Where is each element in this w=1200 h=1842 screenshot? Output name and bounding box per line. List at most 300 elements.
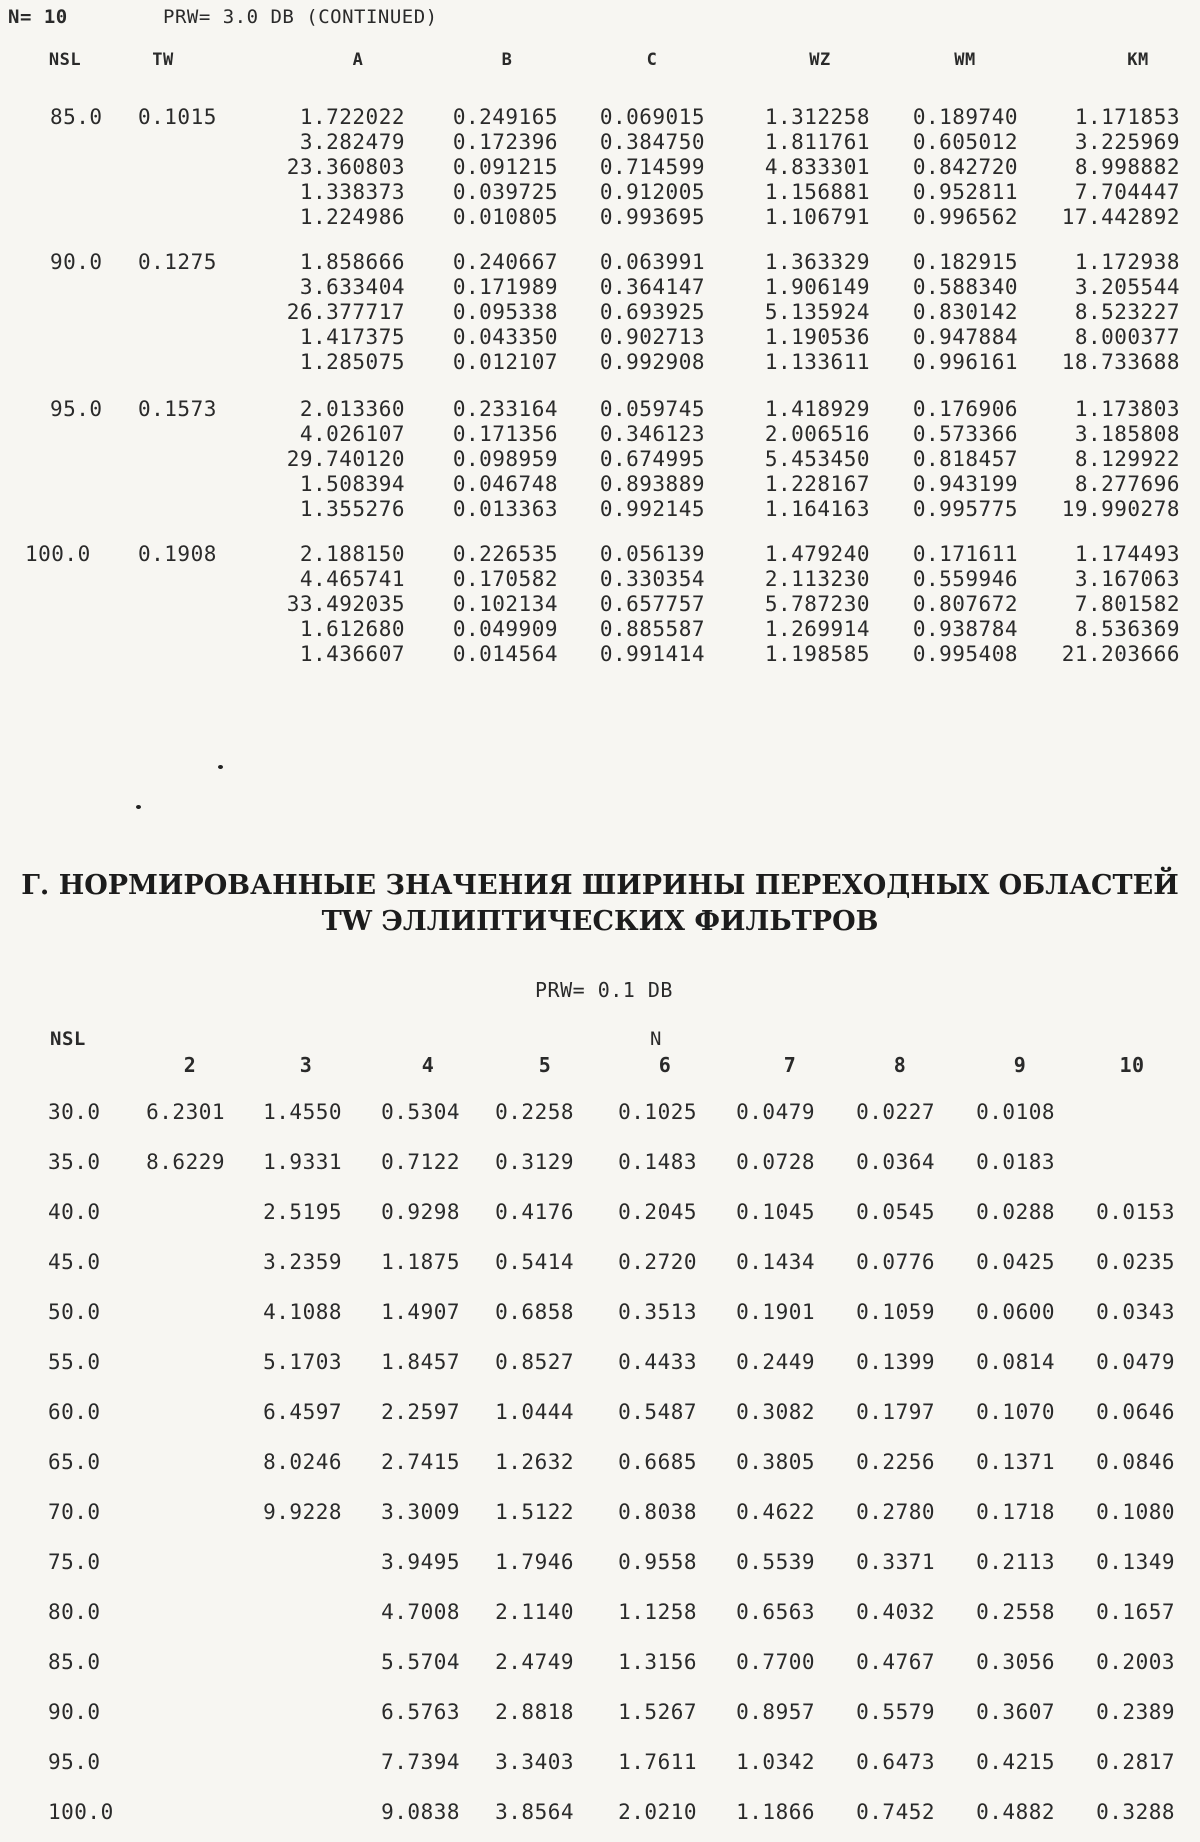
- table1-cell: 0.993695: [599, 205, 705, 229]
- table2-cell: 0.1483: [618, 1150, 697, 1174]
- table1-column-km: [1030, 542, 1180, 667]
- table1-cell: 0.010805: [452, 205, 558, 229]
- table1-column-a: [255, 542, 405, 667]
- table2-cell: 0.3082: [736, 1400, 815, 1424]
- table1-block: [0, 250, 1200, 380]
- col-header-b: B: [501, 50, 513, 70]
- table1-cell: 0.091215: [452, 155, 558, 179]
- table2-cell: 0.2258: [495, 1100, 574, 1124]
- table1-cell: 8.000377: [1074, 325, 1180, 349]
- table1-cell: 0.384750: [599, 130, 705, 154]
- table1-column-b: [408, 542, 558, 667]
- table2-cell: 0.4433: [618, 1350, 697, 1374]
- table1-cell: 1.190536: [764, 325, 870, 349]
- table2-cell: 1.1258: [618, 1600, 697, 1624]
- table1-cell: 2.113230: [764, 567, 870, 591]
- table1-cell: 0.046748: [452, 472, 558, 496]
- table1-cell: 1.173803: [1074, 397, 1180, 421]
- table2-cell: 0.1901: [736, 1300, 815, 1324]
- table1-cell: 3.205544: [1074, 275, 1180, 299]
- table2-prw-label: PRW= 0.1 DB: [535, 978, 673, 1002]
- table1-column-a: [255, 250, 405, 375]
- table2-cell: 0.2558: [976, 1600, 1055, 1624]
- table2-cell: 0.2113: [976, 1550, 1055, 1574]
- table1-cell: 0.995775: [912, 497, 1018, 521]
- table1-cell: 17.442892: [1061, 205, 1180, 229]
- table1-cell: 0.943199: [912, 472, 1018, 496]
- table2-cell: 0.0479: [736, 1100, 815, 1124]
- table1-column-wm: [868, 397, 1018, 522]
- table1-cell: 21.203666: [1061, 642, 1180, 666]
- table1-cell: 23.360803: [286, 155, 405, 179]
- table2-cell: 0.0235: [1096, 1250, 1175, 1274]
- table2-nsl-value: 100.0: [48, 1800, 114, 1824]
- table2-row: [0, 1150, 1200, 1190]
- table2-cell: 0.3288: [1096, 1800, 1175, 1824]
- table2-cell: 0.0728: [736, 1150, 815, 1174]
- table1-cell: 1.171853: [1074, 105, 1180, 129]
- table2-row: [0, 1550, 1200, 1590]
- table2-cell: 0.6473: [856, 1750, 935, 1774]
- table1-cell: 1.363329: [764, 250, 870, 274]
- table1-nsl-value: 90.0: [50, 250, 103, 274]
- table2-cell: 0.4176: [495, 1200, 574, 1224]
- table2-cell: 0.3371: [856, 1550, 935, 1574]
- table1-cell: 0.893889: [599, 472, 705, 496]
- table1-cell: 0.189740: [912, 105, 1018, 129]
- table1-cell: 0.573366: [912, 422, 1018, 446]
- table2-cell: 0.8038: [618, 1500, 697, 1524]
- table2-cell: 0.5579: [856, 1700, 935, 1724]
- table1-cell: 1.228167: [764, 472, 870, 496]
- table1-cell: 19.990278: [1061, 497, 1180, 521]
- table2-cell: 5.1703: [263, 1350, 342, 1374]
- table2-cell: 0.4215: [976, 1750, 1055, 1774]
- table2-cell: 0.2449: [736, 1350, 815, 1374]
- table1-tw-value: 0.1275: [138, 250, 217, 274]
- table1-cell: 1.418929: [764, 397, 870, 421]
- table1-cell: 0.992145: [599, 497, 705, 521]
- table2-cell: 0.3056: [976, 1650, 1055, 1674]
- table2-nsl-value: 95.0: [48, 1750, 101, 1774]
- table1-cell: 2.013360: [299, 397, 405, 421]
- table1-cell: 3.225969: [1074, 130, 1180, 154]
- table2-cell: 1.7611: [618, 1750, 697, 1774]
- section-title: [0, 868, 1200, 940]
- table1-cell: 0.049909: [452, 617, 558, 641]
- table2-cell: 2.0210: [618, 1800, 697, 1824]
- table1-cell: 0.605012: [912, 130, 1018, 154]
- table1-cell: 0.346123: [599, 422, 705, 446]
- table2-nsl-value: 45.0: [48, 1250, 101, 1274]
- table2-cell: 0.2256: [856, 1450, 935, 1474]
- table1-cell: 0.364147: [599, 275, 705, 299]
- table1-cell: 1.198585: [764, 642, 870, 666]
- table1-cell: 8.129922: [1074, 447, 1180, 471]
- table2-cell: 2.4749: [495, 1650, 574, 1674]
- table2-cell: 3.8564: [495, 1800, 574, 1824]
- table1-cell: 5.453450: [764, 447, 870, 471]
- table2-nsl-value: 85.0: [48, 1650, 101, 1674]
- n-header-cell: 2: [183, 1053, 197, 1077]
- table2-row: [0, 1100, 1200, 1140]
- table2-cell: 8.6229: [146, 1150, 225, 1174]
- table2-cell: 6.5763: [381, 1700, 460, 1724]
- table2-cell: 0.9298: [381, 1200, 460, 1224]
- table1-cell: 1.906149: [764, 275, 870, 299]
- table1-cell: 0.233164: [452, 397, 558, 421]
- table1-cell: 0.947884: [912, 325, 1018, 349]
- table2-cell: 4.7008: [381, 1600, 460, 1624]
- table2-row: [0, 1650, 1200, 1690]
- table2-nsl-value: 50.0: [48, 1300, 101, 1324]
- n-header-cell: 7: [783, 1053, 797, 1077]
- table2-n-label: N: [650, 1028, 662, 1050]
- table1-cell: 0.674995: [599, 447, 705, 471]
- table1-cell: 0.588340: [912, 275, 1018, 299]
- table1-column-wm: [868, 542, 1018, 667]
- table2-cell: 0.7122: [381, 1150, 460, 1174]
- table2-cell: 0.0479: [1096, 1350, 1175, 1374]
- table2-cell: 0.0108: [976, 1100, 1055, 1124]
- table2-row: [0, 1500, 1200, 1540]
- table1-column-c: [555, 542, 705, 667]
- n-header-cell: 6: [658, 1053, 672, 1077]
- table1-cell: 0.171611: [912, 542, 1018, 566]
- table1-cell: 0.095338: [452, 300, 558, 324]
- table2-cell: 5.5704: [381, 1650, 460, 1674]
- n-header-cell: 8: [893, 1053, 907, 1077]
- table2-cell: 0.1025: [618, 1100, 697, 1124]
- table2-cell: 0.4882: [976, 1800, 1055, 1824]
- table1-cell: 0.176906: [912, 397, 1018, 421]
- table1-cell: 1.164163: [764, 497, 870, 521]
- table1-cell: 26.377717: [286, 300, 405, 324]
- table1-column-c: [555, 397, 705, 522]
- table2-cell: 0.0846: [1096, 1450, 1175, 1474]
- table1-column-km: [1030, 397, 1180, 522]
- table1-cell: 1.479240: [764, 542, 870, 566]
- table2-row: [0, 1800, 1200, 1840]
- col-header-nsl: NSL: [48, 50, 82, 70]
- table1-column-wz: [720, 250, 870, 375]
- section-title-line2: TW ЭЛЛИПТИЧЕСКИХ ФИЛЬТРОВ: [321, 906, 879, 937]
- table1-cell: 1.858666: [299, 250, 405, 274]
- table1-cell: 7.801582: [1074, 592, 1180, 616]
- col-header-tw: TW: [152, 50, 174, 70]
- table1-cell: 0.182915: [912, 250, 1018, 274]
- table2-cell: 0.1434: [736, 1250, 815, 1274]
- table2-cell: 1.8457: [381, 1350, 460, 1374]
- table2-cell: 0.4622: [736, 1500, 815, 1524]
- prw-continued-label: PRW= 3.0 DB (CONTINUED): [163, 6, 438, 28]
- table2-row: [0, 1450, 1200, 1490]
- table2-cell: 0.1059: [856, 1300, 935, 1324]
- table1-cell: 33.492035: [286, 592, 405, 616]
- table2-cell: 0.1070: [976, 1400, 1055, 1424]
- table1-cell: 0.830142: [912, 300, 1018, 324]
- table1-cell: 1.106791: [764, 205, 870, 229]
- table2-cell: 0.2003: [1096, 1650, 1175, 1674]
- table2-nsl-label: NSL: [50, 1028, 86, 1050]
- table2-cell: 2.1140: [495, 1600, 574, 1624]
- table2-cell: 0.2720: [618, 1250, 697, 1274]
- table2-nsl-value: 70.0: [48, 1500, 101, 1524]
- table2-nsl-value: 90.0: [48, 1700, 101, 1724]
- table2-cell: 0.1797: [856, 1400, 935, 1424]
- table2-cell: 0.0288: [976, 1200, 1055, 1224]
- n-header-cell: 5: [538, 1053, 552, 1077]
- table2-cell: 0.3607: [976, 1700, 1055, 1724]
- table2-cell: 0.4767: [856, 1650, 935, 1674]
- table1-cell: 1.811761: [764, 130, 870, 154]
- table2-cell: 2.8818: [495, 1700, 574, 1724]
- table2-nsl-value: 80.0: [48, 1600, 101, 1624]
- n-header-cell: 10: [1119, 1053, 1145, 1077]
- table2-cell: 0.3513: [618, 1300, 697, 1324]
- table1-cell: 1.612680: [299, 617, 405, 641]
- table1-cell: 0.996562: [912, 205, 1018, 229]
- table1-cell: 1.224986: [299, 205, 405, 229]
- table2-cell: 0.1399: [856, 1350, 935, 1374]
- table1-cell: 0.013363: [452, 497, 558, 521]
- table1-cell: 0.043350: [452, 325, 558, 349]
- table1-cell: 0.014564: [452, 642, 558, 666]
- table2-cell: 0.2817: [1096, 1750, 1175, 1774]
- table2-cell: 8.0246: [263, 1450, 342, 1474]
- table1-nsl-value: 100.0: [25, 542, 91, 566]
- table2-cell: 0.1045: [736, 1200, 815, 1224]
- table1-cell: 0.657757: [599, 592, 705, 616]
- table2-cell: 0.0545: [856, 1200, 935, 1224]
- table1-cell: 1.269914: [764, 617, 870, 641]
- table2-nsl-value: 40.0: [48, 1200, 101, 1224]
- table1-nsl-value: 95.0: [50, 397, 103, 421]
- table1-cell: 3.185808: [1074, 422, 1180, 446]
- table1-cell: 1.508394: [299, 472, 405, 496]
- table1-cell: 0.693925: [599, 300, 705, 324]
- table1-column-km: [1030, 250, 1180, 375]
- table1-column-a: [255, 105, 405, 230]
- table2-cell: 9.9228: [263, 1500, 342, 1524]
- table2-nsl-value: 75.0: [48, 1550, 101, 1574]
- table1-tw-value: 0.1015: [138, 105, 217, 129]
- table2-cell: 3.3009: [381, 1500, 460, 1524]
- table1-cell: 5.787230: [764, 592, 870, 616]
- table2-cell: 0.0425: [976, 1250, 1055, 1274]
- table1-column-a: [255, 397, 405, 522]
- table1-cell: 0.330354: [599, 567, 705, 591]
- table1-column-b: [408, 250, 558, 375]
- table1-cell: 0.991414: [599, 642, 705, 666]
- table2-cell: 0.2780: [856, 1500, 935, 1524]
- table2-nsl-value: 60.0: [48, 1400, 101, 1424]
- table1-cell: 3.633404: [299, 275, 405, 299]
- col-header-a: A: [352, 50, 364, 70]
- table1-cell: 1.174493: [1074, 542, 1180, 566]
- col-header-wm: WM: [954, 50, 976, 70]
- col-header-c: C: [646, 50, 658, 70]
- table2-cell: 3.2359: [263, 1250, 342, 1274]
- table1-cell: 0.059745: [599, 397, 705, 421]
- table2-cell: 0.0364: [856, 1150, 935, 1174]
- table2-cell: 0.0153: [1096, 1200, 1175, 1224]
- table1-cell: 0.952811: [912, 180, 1018, 204]
- section-title-line1: Г. НОРМИРОВАННЫЕ ЗНАЧЕНИЯ ШИРИНЫ ПЕРЕХОДНЫХ ОБЛАСТЕЙ: [21, 870, 1179, 901]
- table1-column-b: [408, 105, 558, 230]
- table1-cell: 0.912005: [599, 180, 705, 204]
- table1-cell: 7.704447: [1074, 180, 1180, 204]
- table1-cell: 8.536369: [1074, 617, 1180, 641]
- table1-cell: 1.285075: [299, 350, 405, 374]
- table1-cell: 2.188150: [299, 542, 405, 566]
- table1-column-wz: [720, 397, 870, 522]
- table2-row: [0, 1300, 1200, 1340]
- table2-cell: 3.9495: [381, 1550, 460, 1574]
- table1-cell: 4.833301: [764, 155, 870, 179]
- table2-cell: 0.1371: [976, 1450, 1055, 1474]
- table2-cell: 1.4550: [263, 1100, 342, 1124]
- table1-cell: 0.098959: [452, 447, 558, 471]
- table2-cell: 1.5122: [495, 1500, 574, 1524]
- table1-block: [0, 105, 1200, 235]
- table2-row: [0, 1350, 1200, 1390]
- table2-cell: 0.1718: [976, 1500, 1055, 1524]
- table2-cell: 2.7415: [381, 1450, 460, 1474]
- table2-cell: 0.1349: [1096, 1550, 1175, 1574]
- table1-cell: 1.417375: [299, 325, 405, 349]
- table2-row: [0, 1750, 1200, 1790]
- table2-cell: 0.3129: [495, 1150, 574, 1174]
- n-header-cell: 3: [299, 1053, 313, 1077]
- n-header-cell: 4: [421, 1053, 435, 1077]
- table1-cell: 5.135924: [764, 300, 870, 324]
- table2-cell: 1.3156: [618, 1650, 697, 1674]
- table2-row: [0, 1250, 1200, 1290]
- table2-cell: 1.5267: [618, 1700, 697, 1724]
- table1-cell: 1.436607: [299, 642, 405, 666]
- table1-cell: 1.312258: [764, 105, 870, 129]
- table1-cell: 0.818457: [912, 447, 1018, 471]
- table1-column-wz: [720, 105, 870, 230]
- table1-cell: 0.559946: [912, 567, 1018, 591]
- table2-cell: 0.8527: [495, 1350, 574, 1374]
- table2-cell: 0.0646: [1096, 1400, 1175, 1424]
- table2-cell: 1.7946: [495, 1550, 574, 1574]
- table1-cell: 4.026107: [299, 422, 405, 446]
- table1-column-wm: [868, 105, 1018, 230]
- table2-cell: 3.3403: [495, 1750, 574, 1774]
- table2-nsl-value: 55.0: [48, 1350, 101, 1374]
- table2-cell: 6.4597: [263, 1400, 342, 1424]
- table2-cell: 0.2045: [618, 1200, 697, 1224]
- table1-cell: 0.240667: [452, 250, 558, 274]
- table1-cell: 0.063991: [599, 250, 705, 274]
- table1-cell: 29.740120: [286, 447, 405, 471]
- table1-cell: 0.171989: [452, 275, 558, 299]
- table1-block: [0, 397, 1200, 527]
- table2-cell: 0.6563: [736, 1600, 815, 1624]
- table1-cell: 18.733688: [1061, 350, 1180, 374]
- table1-cell: 3.282479: [299, 130, 405, 154]
- table2-cell: 2.2597: [381, 1400, 460, 1424]
- table2-cell: 1.2632: [495, 1450, 574, 1474]
- table2-cell: 0.0600: [976, 1300, 1055, 1324]
- table2-nsl-value: 35.0: [48, 1150, 101, 1174]
- table1-cell: 0.995408: [912, 642, 1018, 666]
- table2-cell: 0.7452: [856, 1800, 935, 1824]
- table1-cell: 0.056139: [599, 542, 705, 566]
- table2-n-header: [0, 1053, 1200, 1083]
- table1-cell: 0.102134: [452, 592, 558, 616]
- col-header-km: KM: [1127, 50, 1149, 70]
- table2-cell: 0.5487: [618, 1400, 697, 1424]
- table2-cell: 0.1657: [1096, 1600, 1175, 1624]
- table1-cell: 0.992908: [599, 350, 705, 374]
- table2-cell: 2.5195: [263, 1200, 342, 1224]
- table2-cell: 1.9331: [263, 1150, 342, 1174]
- table1-cell: 8.277696: [1074, 472, 1180, 496]
- table1-header: [0, 50, 1200, 80]
- table2-nsl-value: 65.0: [48, 1450, 101, 1474]
- table1-cell: 0.902713: [599, 325, 705, 349]
- table1-cell: 0.172396: [452, 130, 558, 154]
- table1-cell: 1.133611: [764, 350, 870, 374]
- table1-cell: 0.171356: [452, 422, 558, 446]
- table2-cell: 0.9558: [618, 1550, 697, 1574]
- table2-cell: 0.3805: [736, 1450, 815, 1474]
- table1-cell: 1.722022: [299, 105, 405, 129]
- table1-column-c: [555, 250, 705, 375]
- table2-row: [0, 1200, 1200, 1240]
- table1-cell: 0.039725: [452, 180, 558, 204]
- table2-row: [0, 1600, 1200, 1640]
- table1-nsl-value: 85.0: [50, 105, 103, 129]
- col-header-wz: WZ: [809, 50, 831, 70]
- table2-cell: 0.0183: [976, 1150, 1055, 1174]
- table1-cell: 8.523227: [1074, 300, 1180, 324]
- table1-cell: 4.465741: [299, 567, 405, 591]
- table1-column-c: [555, 105, 705, 230]
- table2-cell: 0.4032: [856, 1600, 935, 1624]
- table2-cell: 0.0814: [976, 1350, 1055, 1374]
- table2-cell: 0.8957: [736, 1700, 815, 1724]
- table1-cell: 0.069015: [599, 105, 705, 129]
- table2-cell: 4.1088: [263, 1300, 342, 1324]
- n-header-cell: 9: [1013, 1053, 1027, 1077]
- table1-column-km: [1030, 105, 1180, 230]
- table1-column-wm: [868, 250, 1018, 375]
- table2-cell: 0.5539: [736, 1550, 815, 1574]
- table1-column-wz: [720, 542, 870, 667]
- table1-cell: 0.807672: [912, 592, 1018, 616]
- table2-cell: 0.2389: [1096, 1700, 1175, 1724]
- table1-cell: 0.012107: [452, 350, 558, 374]
- table2-cell: 0.6685: [618, 1450, 697, 1474]
- table1-cell: 8.998882: [1074, 155, 1180, 179]
- table1-cell: 0.226535: [452, 542, 558, 566]
- table1-cell: 0.996161: [912, 350, 1018, 374]
- scan-speck: [218, 765, 223, 769]
- table1-cell: 0.714599: [599, 155, 705, 179]
- table2-cell: 1.4907: [381, 1300, 460, 1324]
- table1-cell: 1.156881: [764, 180, 870, 204]
- table1-tw-value: 0.1573: [138, 397, 217, 421]
- table2-cell: 0.0343: [1096, 1300, 1175, 1324]
- table1-column-b: [408, 397, 558, 522]
- table1-cell: 1.338373: [299, 180, 405, 204]
- table2-cell: 0.6858: [495, 1300, 574, 1324]
